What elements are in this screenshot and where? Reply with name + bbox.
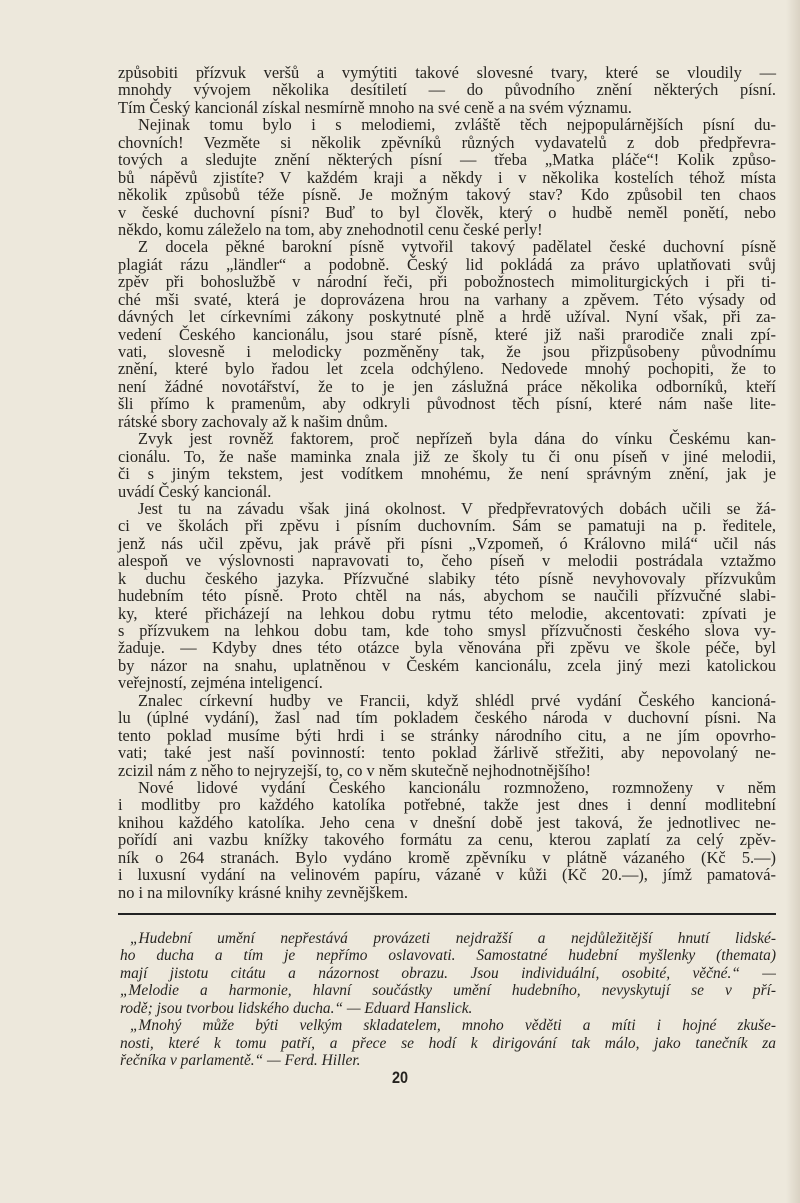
text-line: vati, slovesně i melodicky pozměněny tak, že jsou přizpůsobeny původnímu	[118, 342, 776, 361]
text-line: Nejinak tomu bylo i s melodiemi, zvláště těch nejpopulárnějších písní du-	[138, 115, 776, 135]
text-line: „Hudební umění nepřestává provázeti nejdražší a nejdůležitější hnutí lidské-	[130, 930, 776, 947]
text-line: není žádné novotářství, že to je jen záslužná práce několika odborníků, kteří	[118, 376, 776, 396]
text-line: zcizil nám z něho to nejryzejší, to, co v něm skutečně nejhodnotnějšího!	[118, 760, 591, 780]
text-line: vedení Českého kancionálu, jsou staré písně, které již naši prarodiče znali zpí-	[118, 324, 776, 344]
footnote-divider	[118, 913, 776, 915]
text-line: no i na milovníky krásné knihy zevnějškem.	[118, 882, 408, 902]
text-line: rodě; jsou tvorbou lidského ducha.“ — Eduard Hanslick.	[120, 999, 473, 1017]
text-line: Nové lidové vydání Českého kancionálu rozmnoženo, rozmnoženy v něm	[138, 777, 776, 797]
text-line: zpěv při bohoslužbě v národní řeči, při pobožnostech mimoliturgických i při ti-	[118, 272, 776, 292]
text-line: v české duchovní písni? Buď to byl člověk, který o hudbě neměl ponětí, nebo	[118, 202, 776, 222]
footnote-quotes	[120, 930, 776, 1070]
text-line: tento poklad musíme býti hrdi i se stránky národního citu, a ne jím opovrho-	[118, 725, 776, 745]
text-line: Tím Český kancionál získal nesmírně mnoho na své ceně a na svém významu.	[118, 97, 632, 117]
text-line: znění, které bylo řadou let zcela odchýleno. Nedovede mnohý pochopiti, že to	[118, 359, 776, 379]
text-line: pořídí ani vazbu knížky takového formátu za cenu, kterou zaplatí za celý zpěv-	[118, 830, 776, 850]
text-line: chovních! Vezměte si několik zpěvníků různých vydavatelů z dob předpřevra-	[118, 132, 776, 152]
text-line: bů nápěvů zjistíte? V každém kraji a někdy i v několika kostelích téhož místa	[118, 167, 776, 187]
text-line: Zvyk jest rovněž faktorem, proč nepřízeň byla dána do vínku Českému kan-	[138, 429, 776, 449]
text-line: Z docela pěkné barokní písně vytvořil takový padělatel české duchovní písně	[138, 237, 776, 257]
text-line: lu (úplné vydání), žasl nad tím pokladem českého národa v duchovní písni. Na	[118, 708, 776, 728]
text-line: uvádí Český kancionál.	[118, 481, 272, 501]
text-line: hudebním této písně. Proto chtěl na nás, abychom se naučili přízvučné slabi-	[118, 586, 776, 606]
text-line: ché mši svaté, která je doprovázena hrou na varhany a zpěvem. Této výsady od	[118, 289, 776, 309]
text-line: ky, které přicházejí na lehkou dobu rytmu této melodie, akcentovati: zpívati je	[118, 603, 776, 623]
text-line: mají jistotu citátu a názornost obrazu. Jsou individuální, osobité, věčné.“ —	[120, 964, 776, 982]
text-line: Jest tu na závadu však jiná okolnost. V předpřevratových dobách učili se žá-	[138, 498, 776, 518]
text-line: i luxusní vydání na velinovém papíru, vázané v kůži (Kč 20.—), jímž pamatová-	[118, 865, 776, 885]
text-line: „Mnohý může býti velkým skladatelem, mnoho věděti a míti i hojné zkuše-	[130, 1017, 776, 1035]
text-line: by názor na snahu, uplatněnou v Českém kancionálu, zcela jiný mezi katolickou	[118, 655, 776, 675]
text-line: ho ducha a tím je nepřímo oslavovati. Samostatné hudební myšlenky (themata)	[120, 947, 776, 965]
text-line: žaduje. — Kdyby dnes této otázce byla věnována při zpěvu ve škole péče, byl	[118, 638, 776, 658]
text-line: s přízvukem na lehkou dobu tam, kde toho smysl přízvučnosti českého slova vy-	[118, 621, 776, 640]
text-line: jenž nás učil zpěvu, jak právě při písni „Vzpomeň, ó Královno milá“ učil nás	[118, 533, 776, 553]
text-line: někdo, komu záleželo na tom, aby znehodnotil cenu české perly!	[118, 219, 543, 239]
text-line: či s jiným tekstem, jest vodítkem mnohému, že není správným znění, jak je	[118, 464, 776, 484]
text-line: nosti, které k tomu patří, a přece se hodí k dirigování tak málo, jako tanečník za	[120, 1034, 776, 1052]
text-line: alespoň ve výslovnosti napravovati to, čeho píseň v melodii postrádala vztažmo	[118, 551, 776, 571]
text-line: šli přímo k pramenům, aby odkryli původnost těch písní, které nám naše lite-	[118, 394, 776, 414]
text-line: ník o 264 stranách. Bylo vydáno kromě zpěvníku v plátně vázaného (Kč 5.—)	[118, 847, 776, 867]
text-line: vati; také jest naší povinností: tento poklad žárlivě střežiti, aby nepovolaný ne-	[118, 743, 776, 763]
text-line: cionálu. To, že naše maminka znala již ze školy tu či onu píseň v jiné melodii,	[118, 446, 776, 466]
text-line: rátské sbory zachovaly až k našim dnům.	[118, 411, 388, 431]
text-line: veřejností, zejména inteligencí.	[118, 673, 323, 693]
text-line: „Melodie a harmonie, hlavní součástky umění hudebního, nevyskytují se v pří-	[120, 982, 776, 1000]
text-line: knihou každého katolíka. Jeho cena v dnešní době jest taková, že jednotlivec ne-	[118, 812, 776, 832]
text-line: ci ve školách při zpěvu i písním duchovním. Sám se pamatuji na p. ředitele,	[118, 516, 776, 536]
text-line: několik způsobů téže písně. Je možným takový stav? Kdo způsobil ten chaos	[118, 185, 776, 205]
text-line: plagiát rázu „ländler“ a podobně. Český lid pokládá za právo uplatňovati svůj	[118, 254, 776, 274]
text-line: Znalec církevní hudby ve Francii, když shlédl prvé vydání Českého kancioná-	[138, 690, 776, 710]
page-edge-shadow	[786, 0, 800, 1203]
text-line: i modlitby pro každého katolíka potřebné, takže jest dnes i denní modlitební	[118, 795, 776, 815]
body-text	[118, 64, 776, 901]
text-line: mnohdy vývojem několika desítiletí — do původního znění některých písní.	[118, 80, 776, 100]
text-line: tových a sledujte znění některých písní — třeba „Matka pláče“! Kolik způso-	[118, 150, 776, 170]
text-line: dávných let církevními zákony poskytnuté plně a hrdě užíval. Nyní však, při za-	[118, 307, 776, 327]
text-line: způsobiti přízvuk veršů a vymýtiti takové slovesné tvary, které se vloudily —	[118, 63, 776, 82]
text-line: k duchu českého jazyka. Přízvučné slabiky této písně nevyhovovaly přízvukům	[118, 568, 776, 588]
page-number: 20	[391, 1068, 409, 1087]
text-line: řečníka v parlamentě.“ — Ferd. Hiller.	[120, 1052, 361, 1070]
